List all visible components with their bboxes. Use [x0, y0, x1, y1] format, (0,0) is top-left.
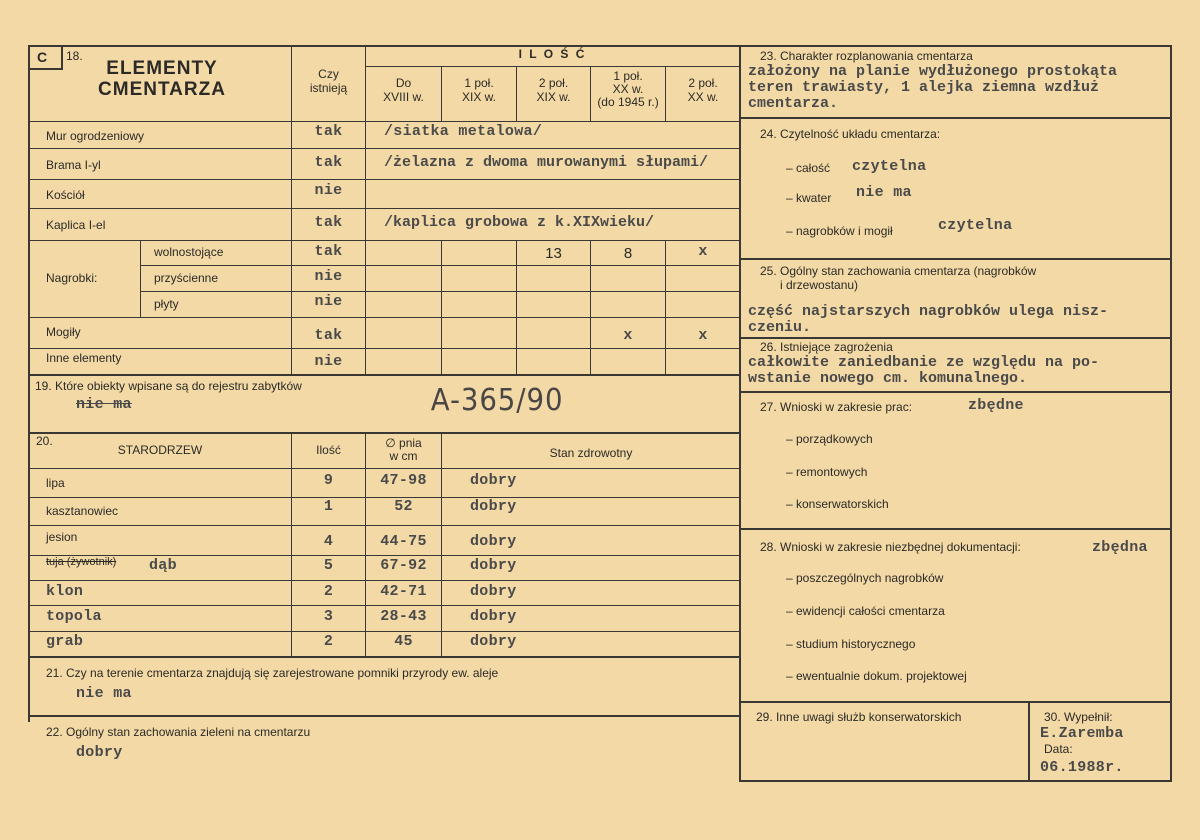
tree-state: dobry [470, 608, 517, 625]
tree-name: klon [46, 583, 84, 600]
s27-item: – remontowych [786, 465, 868, 479]
row-line [28, 468, 740, 469]
register-number: A-365/90 [430, 383, 564, 418]
row-line [28, 432, 740, 434]
tree-name: grab [46, 633, 84, 650]
tree-diameter: 52 [394, 498, 413, 515]
col-line [441, 433, 442, 657]
s21-value: nie ma [76, 685, 132, 702]
s21-label: 21. Czy na terenie cmentarza znajdują się zarejestrowane pomniki przyrody ew. aleje [46, 666, 499, 680]
box-line [61, 45, 63, 69]
s20-title: STARODRZEW [117, 443, 203, 457]
elements-title: ELEMENTY CMENTARZA [98, 58, 226, 101]
row-line [739, 391, 1172, 393]
row-line [140, 291, 740, 292]
nagrobki-exists: nie [314, 293, 343, 310]
row-line [28, 497, 740, 498]
period-header: Do XVIII w. [383, 76, 424, 104]
nagrobki-count: x [698, 243, 708, 260]
frame-left [28, 45, 30, 722]
tree-state: dobry [470, 583, 517, 600]
row-line [739, 701, 1172, 703]
nagrobki-exists: nie [314, 268, 343, 285]
s22-value: dobry [76, 744, 123, 761]
element-exists: nie [314, 182, 343, 199]
tree-name: jesion [46, 530, 78, 544]
row-line [28, 605, 740, 606]
s28-value: zbędna [1092, 539, 1148, 556]
row-line [739, 528, 1172, 530]
s24-value: czytelna [852, 158, 927, 175]
s27-value: zbędne [968, 397, 1024, 414]
row-line [140, 265, 740, 266]
nagrobki-count: 13 [545, 245, 562, 262]
s23-value: założony na planie wydłużonego prostokąta teren trawiasty, 1 alejka ziemna wzdłuż cmentarza. [748, 63, 1118, 113]
nagrobki-type: przyścienne [154, 271, 219, 285]
nagrobki-count: 8 [623, 245, 633, 262]
nagrobki-exists: tak [314, 243, 343, 260]
row-line [28, 240, 740, 241]
tree-diameter: 42-71 [380, 583, 427, 600]
s30-date: 06.1988r. [1040, 759, 1124, 776]
mogily-count: x [623, 327, 633, 344]
row-line [28, 555, 740, 556]
box-line [28, 68, 63, 70]
tree-diameter: 28-43 [380, 608, 427, 625]
s20-col-pnia: ∅ pnia w cm [385, 436, 422, 464]
frame-top-right [739, 45, 1172, 47]
s24-value: nie ma [856, 184, 912, 201]
s27-item: – porządkowych [786, 432, 873, 446]
tree-count: 9 [323, 472, 334, 489]
element-note: /kaplica grobowa z k.XIXwieku/ [384, 214, 655, 231]
row-line [28, 348, 740, 349]
mogily-count: x [698, 327, 708, 344]
tree-name: lipa [46, 476, 65, 490]
s28-label: 28. Wnioski w zakresie niezbędnej dokumentacji: [760, 540, 1021, 554]
section-18-number: 18. [66, 49, 83, 63]
tree-diameter: 47-98 [380, 472, 427, 489]
tree-count: 2 [323, 633, 334, 650]
row-line [28, 179, 740, 180]
element-label: Kaplica I-el [46, 218, 106, 232]
row-line [28, 525, 740, 526]
tree-state: dobry [470, 498, 517, 515]
ilosc-divider [365, 66, 740, 67]
czy-istnieje-header: Czy istnieją [309, 67, 348, 95]
s28-item: – studium historycznego [786, 637, 916, 651]
element-note: /siatka metalowa/ [384, 123, 543, 140]
tree-name-struck: tuja (żywotnik) [46, 556, 117, 568]
tree-state: dobry [470, 557, 517, 574]
header-bottom [28, 121, 740, 122]
s24-item: – nagrobków i mogił [786, 224, 893, 238]
col-line [140, 240, 141, 318]
tree-count: 5 [323, 557, 334, 574]
element-label: Mur ogrodzeniowy [46, 129, 145, 143]
tree-diameter: 45 [394, 633, 413, 650]
nagrobki-label: Nagrobki: [46, 271, 98, 285]
s19-label: 19. Które obiekty wpisane są do rejestru zabytków [35, 379, 302, 393]
row-line [739, 258, 1172, 260]
s24-value: czytelna [938, 217, 1013, 234]
frame-bottom-right [739, 780, 1172, 782]
row-line [28, 656, 740, 658]
s27-item: – konserwatorskich [786, 497, 889, 511]
element-label: Kościół [46, 188, 85, 202]
s20-number: 20. [36, 434, 53, 448]
element-label: Brama I-yl [46, 158, 101, 172]
s26-label: 26. Istniejące zagrożenia [760, 340, 893, 354]
element-note: /żelazna z dwoma murowanymi słupami/ [384, 154, 709, 171]
s25-label: 25. Ogólny stan zachowania cmentarza (nagrobków i drzewostanu) [760, 264, 1037, 292]
element-exists: tak [314, 154, 343, 171]
tree-count: 2 [323, 583, 334, 600]
period-header: 2 poł. XIX w. [536, 76, 571, 104]
center-divider-lower [739, 433, 741, 781]
tree-name: topola [46, 608, 102, 625]
s20-col-stan: Stan zdrowotny [549, 446, 633, 460]
row-line [28, 715, 740, 717]
tree-name: kasztanowiec [46, 504, 119, 518]
period-header: 2 poł. XX w. [687, 76, 719, 104]
period-header: 1 poł. XIX w. [461, 76, 496, 104]
ilosc-header: I L O Ś Ć [518, 47, 587, 61]
row-line [28, 148, 740, 149]
frame-top-left [28, 45, 740, 47]
s25-value: część najstarszych nagrobków ulega nisz- czeniu. [748, 303, 1109, 336]
inne-label: Inne elementy [46, 351, 122, 365]
section-letter: C [37, 49, 48, 65]
s24-label: 24. Czytelność układu cmentarza: [760, 127, 941, 141]
s30-date-label: Data: [1044, 742, 1073, 756]
nagrobki-type: płyty [154, 297, 179, 311]
period-header: 1 poł. XX w. (do 1945 r.) [597, 69, 659, 110]
frame-right [1170, 45, 1172, 781]
s23-label: 23. Charakter rozplanowania cmentarza [760, 49, 973, 63]
tree-diameter: 44-75 [380, 533, 427, 550]
tree-count: 4 [323, 533, 334, 550]
s24-item: – całość [786, 161, 831, 175]
s30-label: 30. Wypełnił: [1044, 710, 1113, 724]
s24-item: – kwater [786, 191, 832, 205]
row-line [28, 317, 740, 318]
tree-state: dobry [470, 533, 517, 550]
row-line [28, 374, 740, 376]
tree-state: dobry [470, 472, 517, 489]
element-exists: tak [314, 214, 343, 231]
mogily-exists: tak [314, 327, 343, 344]
tree-count: 3 [323, 608, 334, 625]
s22-label: 22. Ogólny stan zachowania zieleni na cmentarzu [46, 725, 311, 739]
s26-value: całkowite zaniedbanie ze względu na po- wstanie nowego cm. komunalnego. [748, 354, 1100, 387]
s20-col-ilosc: Ilość [316, 443, 341, 457]
element-exists: tak [314, 123, 343, 140]
row-line [28, 580, 740, 581]
row-line [739, 117, 1172, 119]
nagrobki-type: wolnostojące [154, 245, 224, 259]
row-line [28, 631, 740, 632]
col-line [1028, 701, 1030, 781]
s29-label: 29. Inne uwagi służb konserwatorskich [756, 710, 962, 724]
row-line [28, 208, 740, 209]
s27-label: 27. Wnioski w zakresie prac: [760, 400, 913, 414]
mogily-label: Mogiły [46, 325, 81, 339]
tree-state: dobry [470, 633, 517, 650]
row-line [739, 337, 1172, 339]
tree-diameter: 67-92 [380, 557, 427, 574]
s19-value-struck: nie ma [76, 396, 132, 413]
tree-name: dąb [149, 557, 177, 574]
inne-exists: nie [314, 353, 343, 370]
s28-item: – ewentualnie dokum. projektowej [786, 669, 967, 683]
s28-item: – ewidencji całości cmentarza [786, 604, 945, 618]
tree-count: 1 [323, 498, 334, 515]
col-line [441, 240, 442, 375]
s28-item: – poszczególnych nagrobków [786, 571, 944, 585]
s30-name: E.Zaremba [1040, 725, 1124, 742]
